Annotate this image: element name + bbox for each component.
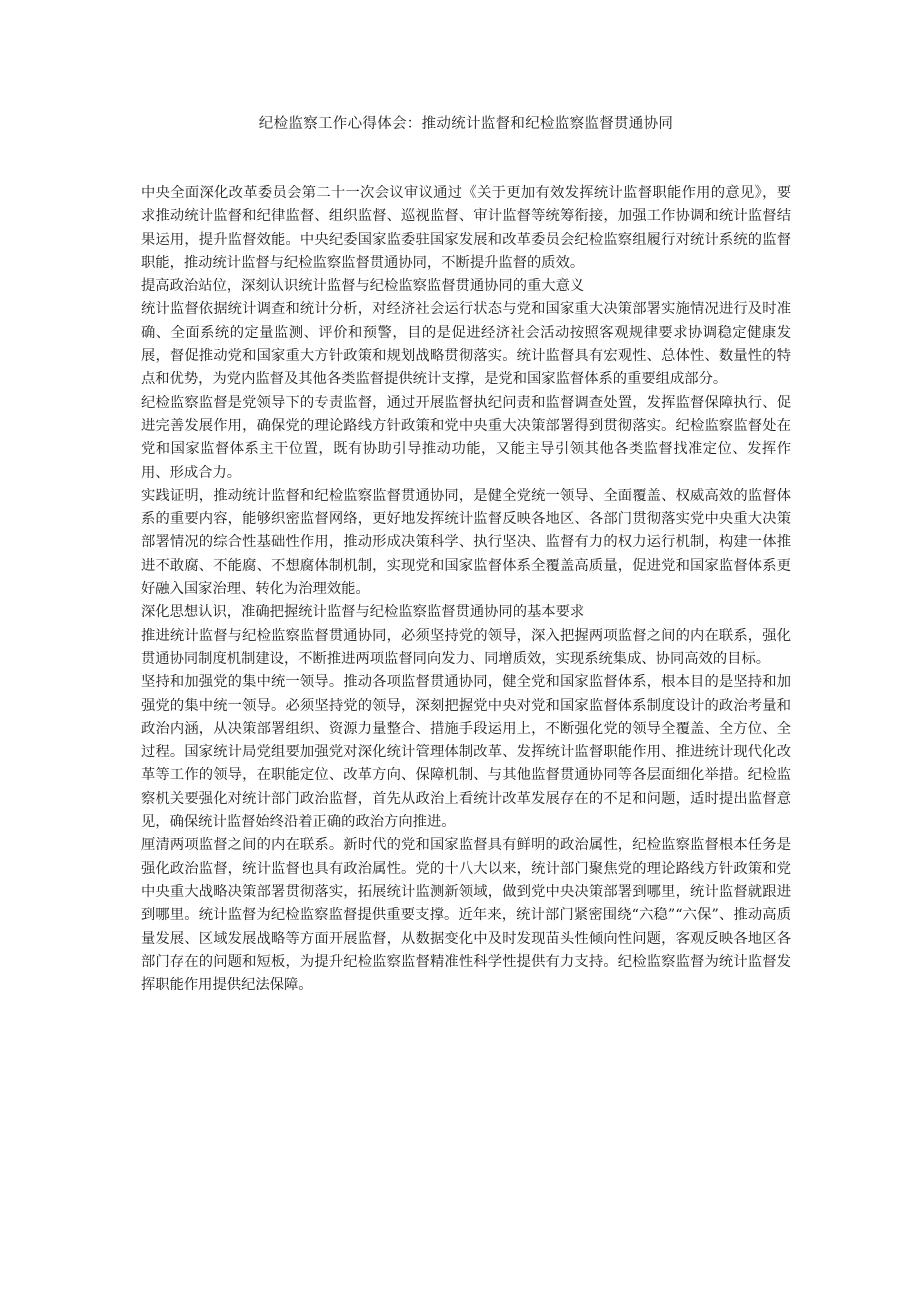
paragraph-intro: 中央全面深化改革委员会第二十一次会议审议通过《关于更加有效发挥统计监督职能作用的意见》，要求推动统计监督和纪律监督、组织监督、巡视监督、审计监督等统筹衔接，加强工作协调和统计监督结果运用，提升监督效能。中央纪委国家监委驻国家发展和改革委员会纪检监察组履行对统计系统的监督职能，推动统计监督与纪检监察监督贯通协同，不断提升监督的质效。 [141,185,791,271]
document-page [141,112,791,997]
paragraph-statistical-supervision: 统计监督依据统计调查和统计分析，对经济社会运行状态与党和国家重大决策部署实施情况进行及时准确、全面系统的定量监测、评价和预警，目的是促进经济社会活动按照客观规律要求协调稳定健康发展，督促推动党和国家重大方针政策和规划战略贯彻落实。统计监督具有宏观性、总体性、数量性的特点和优势，为党内监督及其他各类监督提供统计支撑，是党和国家监督体系的重要组成部分。 [141,301,791,388]
section-heading-1: 提高政治站位，深刻认识统计监督与纪检监察监督贯通协同的重大意义 [141,278,585,295]
paragraph-party-leadership: 坚持和加强党的集中统一领导。推动各项监督贯通协同，健全党和国家监督体系，根本目的是坚持和加强党的集中统一领导。必须坚持党的领导，深刻把握党中央对党和国家监督体系制度设计的政治考量和政治内涵，从决策部署组织、资源力量整合、措施手段运用上，不断强化党的领导全覆盖、全方位、全过程。国家统计局党组要加强党对深化统计管理体制改革、发挥统计监督职能作用、推进统计现代化改革等工作的领导，在职能定位、改革方向、保障机制、与其他监督贯通协同等各层面细化举措。纪检监察机关要强化对统计部门政治监督，首先从政治上看统计改革发展存在的不足和问题，适时提出监督意见，确保统计监督始终沿着正确的政治方向推进。 [141,674,791,831]
paragraph-promote-coordination: 推进统计监督与纪检监察监督贯通协同，必须坚持党的领导，深入把握两项监督之间的内在联系，强化贯通协同制度机制建设，不断推进两项监督同向发力、同增质效，实现系统集成、协同高效的目标。 [141,627,791,667]
paragraph-inner-connection: 厘清两项监督之间的内在联系。新时代的党和国家监督具有鲜明的政治属性，纪检监察监督根本任务是强化政治监督，统计监督也具有政治属性。党的十八大以来，统计部门聚焦党的理论路线方针政策和党中央重大战略决策部署贯彻落实，拓展统计监测新领域，做到党中央决策部署到哪里，统计监督就跟进到哪里。统计监督为纪检监察监督提供重要支撑。近年来，统计部门紧密围绕“六稳”“六保”、推动高质量发展、区域发展战略等方面开展监督，从数据变化中及时发现苗头性倾向性问题，客观反映各地区各部门存在的问题和短板，为提升纪检监察监督精准性科学性提供有力支持。纪检监察监督为统计监督发挥职能作用提供纪法保障。 [141,837,791,994]
paragraph-practice-proves: 实践证明，推动统计监督和纪检监察监督贯通协同，是健全党统一领导、全面覆盖、权威高效的监督体系的重要内容，能够织密监督网络，更好地发挥统计监督反映各地区、各部门贯彻落实党中央重大决策部署情况的综合性基础性作用，推动形成决策科学、执行坚决、监督有力的权力运行机制，构建一体推进不敢腐、不能腐、不想腐体制机制，实现党和国家监督体系全覆盖高质量，促进党和国家监督体系更好融入国家治理、转化为治理效能。 [141,487,791,598]
document-title: 纪检监察工作心得体会：推动统计监督和纪检监察监督贯通协同 [258,116,674,132]
paragraph-discipline-supervision: 纪检监察监督是党领导下的专责监督，通过开展监督执纪问责和监督调查处置，发挥监督保障执行、促进完善发展作用，确保党的理论路线方针政策和党中央重大决策部署得到贯彻落实。纪检监察监督处在党和国家监督体系主干位置，既有协助引导推动功能，又能主导引领其他各类监督找准定位、发挥作用、形成合力。 [141,394,791,481]
section-heading-2: 深化思想认识，准确把握统计监督与纪检监察监督贯通协同的基本要求 [141,604,585,621]
